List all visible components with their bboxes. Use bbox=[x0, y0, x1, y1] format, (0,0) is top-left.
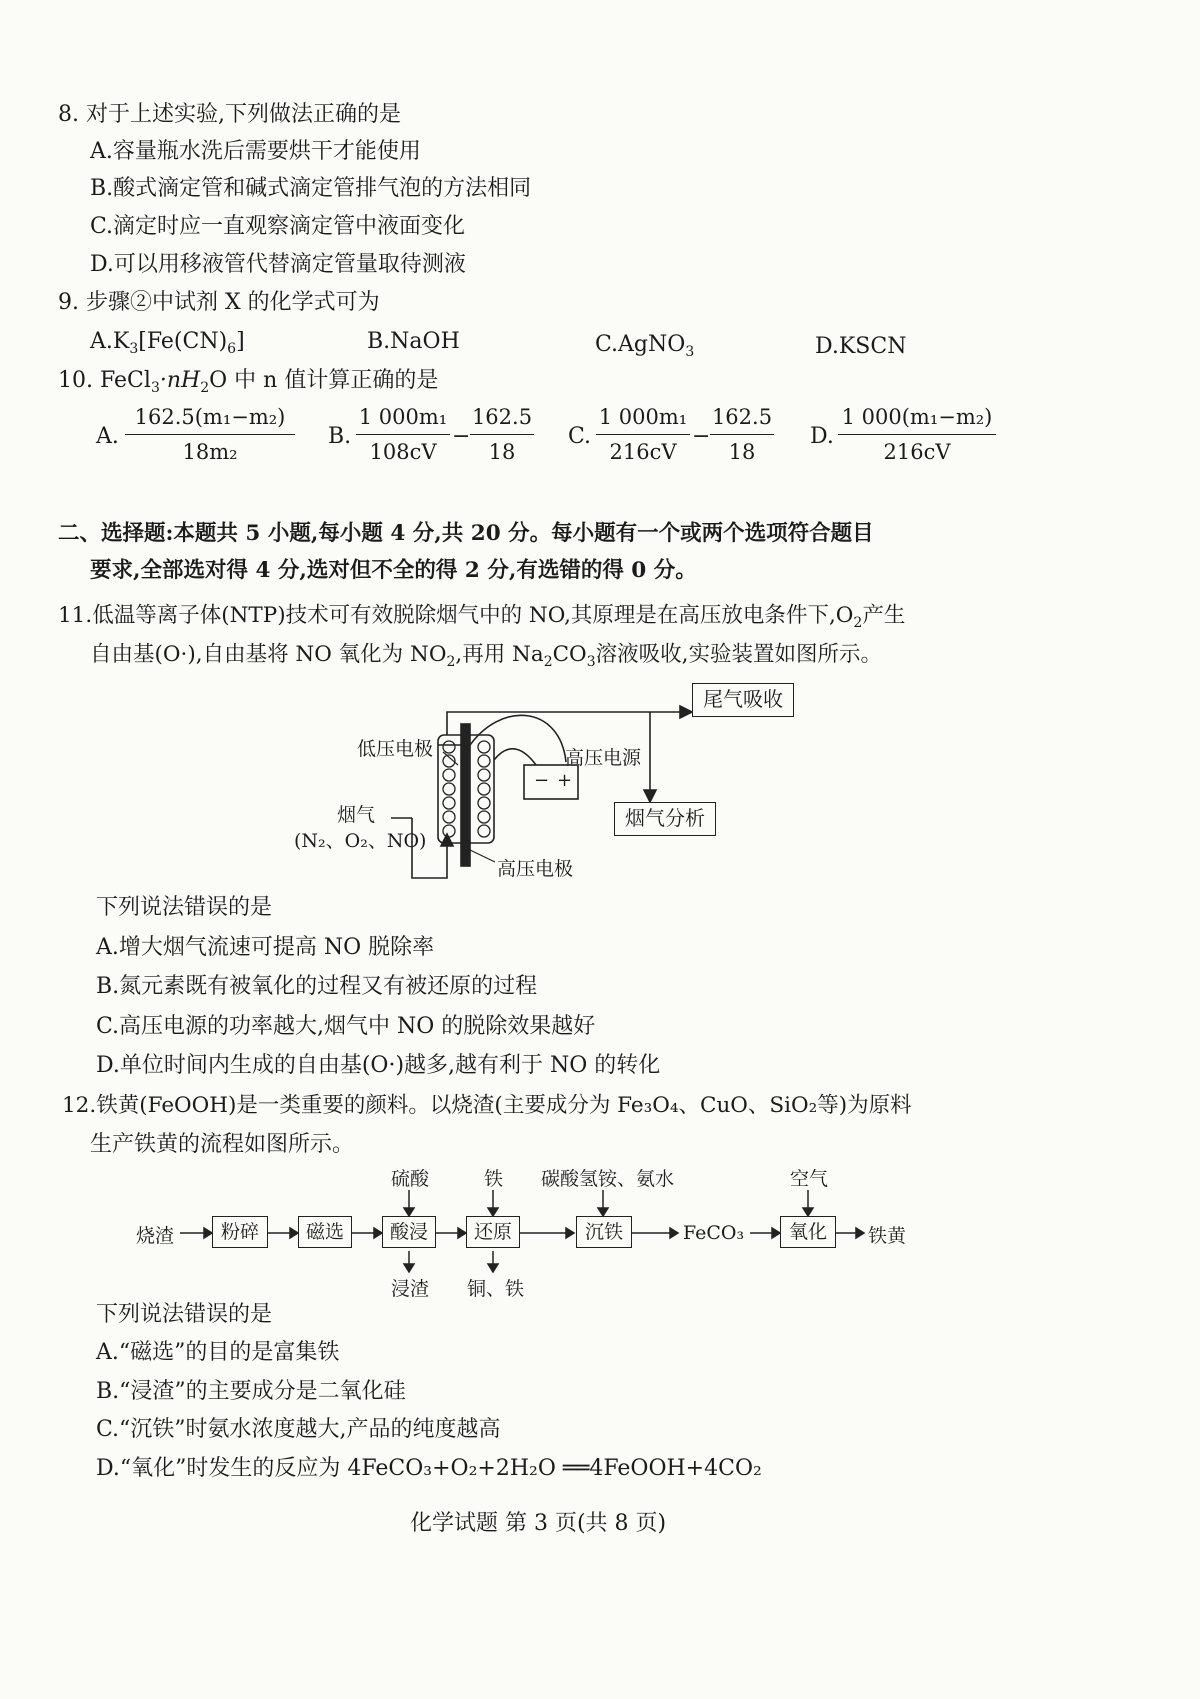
q10-option-b-fraction-2: 162.5 18 bbox=[471, 405, 533, 464]
q12-flow-feco3: FeCO₃ bbox=[683, 1222, 745, 1244]
q11-hv-source-label: 高压电源 bbox=[565, 747, 642, 769]
q12-option-b: B.“浸渣”的主要成分是二氧化硅 bbox=[96, 1379, 406, 1404]
q12-input-iron: 铁 bbox=[484, 1168, 504, 1190]
q12-ask: 下列说法错误的是 bbox=[96, 1302, 273, 1327]
q12-option-a: A.“磁选”的目的是富集铁 bbox=[96, 1340, 340, 1365]
q11-plus-terminal: + bbox=[557, 770, 573, 791]
q12-step-oxidize: 氧化 bbox=[780, 1216, 836, 1248]
q11-option-b: B.氮元素既有被氧化的过程又有被还原的过程 bbox=[96, 974, 538, 999]
q8-option-a: A.容量瓶水洗后需要烘干才能使用 bbox=[90, 139, 421, 164]
q12-option-c: C.“沉铁”时氨水浓度越大,产品的纯度越高 bbox=[96, 1417, 501, 1442]
q11-stem-line2: 自由基(O·),自由基将 NO 氧化为 $NO_2$,再用 $Na_2CO_3$溶液吸收,实验装置如图所示。 bbox=[90, 642, 882, 670]
q12-option-d: D.“氧化”时发生的反应为 4FeCO₃+O₂+2H₂O ══4FeOOH+4CO₂ bbox=[96, 1456, 762, 1481]
q12-stem-line1: 12.铁黄(FeOOH)是一类重要的颜料。以烧渣(主要成分为 Fe₃O₄、CuO、SiO₂等)为原料 bbox=[62, 1093, 912, 1118]
q11-stem-line1: 11.低温等离子体(NTP)技术可有效脱除烟气中的 NO,其原理是在高压放电条件下$,O_2$产生 bbox=[58, 603, 906, 631]
q12-input-ammonium: 碳酸氢铵、氨水 bbox=[541, 1168, 675, 1190]
q10-option-c-label: C. bbox=[568, 424, 592, 449]
q12-flow-end: 铁黄 bbox=[868, 1225, 907, 1247]
q10-option-a-label: A. bbox=[96, 424, 119, 449]
q12-step-reduce: 还原 bbox=[466, 1216, 520, 1248]
q11-gas-analysis-box: 烟气分析 bbox=[614, 802, 716, 836]
q8-stem: 8. 对于上述实验,下列做法正确的是 bbox=[58, 102, 401, 127]
q10-option-b-label: B. bbox=[328, 424, 352, 449]
q12-step-magnetic: 磁选 bbox=[298, 1216, 352, 1248]
section2-heading-line2: 要求,全部选对得 4 分,选对但不全的得 2 分,有选错的得 0 分。 bbox=[90, 558, 697, 583]
q11-ask: 下列说法错误的是 bbox=[96, 895, 273, 920]
q11-option-d: D.单位时间内生成的自由基(O·)越多,越有利于 NO 的转化 bbox=[96, 1053, 661, 1078]
q10-option-c-fraction-1: 1 000m₁ 216cV bbox=[596, 402, 690, 467]
q10-stem: 10. $FeCl_3\cdot nH_2O$ 中 n 值计算正确的是 bbox=[58, 368, 439, 396]
q10-option-d-label: D. bbox=[810, 424, 834, 449]
q10-option-b-fraction-1: 1 000m₁ 108cV bbox=[356, 402, 450, 467]
q9-option-c: C.AgNO$_3$ bbox=[595, 332, 695, 360]
q10-option-a-fraction: 162.5(m₁−m₂) 18m₂ bbox=[125, 402, 295, 467]
q9-option-b: B.NaOH bbox=[367, 329, 460, 354]
q12-step-precipitate: 沉铁 bbox=[576, 1216, 632, 1248]
q10-option-c-minus: − bbox=[692, 424, 711, 449]
q10-option-b-minus: − bbox=[452, 424, 471, 449]
q8-option-b: B.酸式滴定管和碱式滴定管排气泡的方法相同 bbox=[90, 176, 532, 201]
q12-step-acid-leach: 酸浸 bbox=[382, 1216, 436, 1248]
q12-output-leach-residue: 浸渣 bbox=[391, 1278, 430, 1300]
q12-input-sulfuric-acid: 硫酸 bbox=[391, 1168, 430, 1190]
q12-stem-line2: 生产铁黄的流程如图所示。 bbox=[90, 1132, 355, 1157]
q12-flow-start: 烧渣 bbox=[136, 1225, 175, 1247]
q11-flue-gas-composition: (N₂、O₂、NO) bbox=[294, 830, 427, 852]
q11-minus-terminal: − bbox=[534, 770, 550, 791]
q11-high-electrode-label: 高压电极 bbox=[497, 858, 574, 880]
q8-option-c: C.滴定时应一直观察滴定管中液面变化 bbox=[90, 214, 466, 239]
q11-flue-gas-label: 烟气 bbox=[337, 804, 376, 826]
q9-option-a: $A.K_3[Fe(CN)_6]$ bbox=[90, 329, 245, 357]
section2-heading-line1: 二、选择题:本题共 5 小题,每小题 4 分,共 20 分。每小题有一个或两个选项符合题目 bbox=[58, 521, 874, 546]
q11-option-c: C.高压电源的功率越大,烟气中 NO 的脱除效果越好 bbox=[96, 1014, 596, 1039]
q8-option-d: D.可以用移液管代替滴定管量取待测液 bbox=[90, 252, 466, 277]
q10-option-c-fraction-2: 162.5 18 bbox=[711, 405, 773, 464]
q12-step-crush: 粉碎 bbox=[212, 1216, 268, 1248]
q12-output-copper-iron: 铜、铁 bbox=[467, 1278, 525, 1300]
q12-input-air: 空气 bbox=[790, 1168, 829, 1190]
q9-option-d: D.KSCN bbox=[815, 334, 907, 359]
q9-stem: 9. 步骤②中试剂 X 的化学式可为 bbox=[58, 290, 380, 315]
q11-option-a: A.增大烟气流速可提高 NO 脱除率 bbox=[96, 935, 435, 960]
q11-low-electrode-label: 低压电极 bbox=[357, 738, 434, 760]
page-footer: 化学试题 第 3 页(共 8 页) bbox=[410, 1511, 667, 1536]
q10-option-d-fraction: 1 000(m₁−m₂) 216cV bbox=[838, 402, 996, 467]
q11-tail-gas-box: 尾气吸收 bbox=[692, 683, 794, 717]
